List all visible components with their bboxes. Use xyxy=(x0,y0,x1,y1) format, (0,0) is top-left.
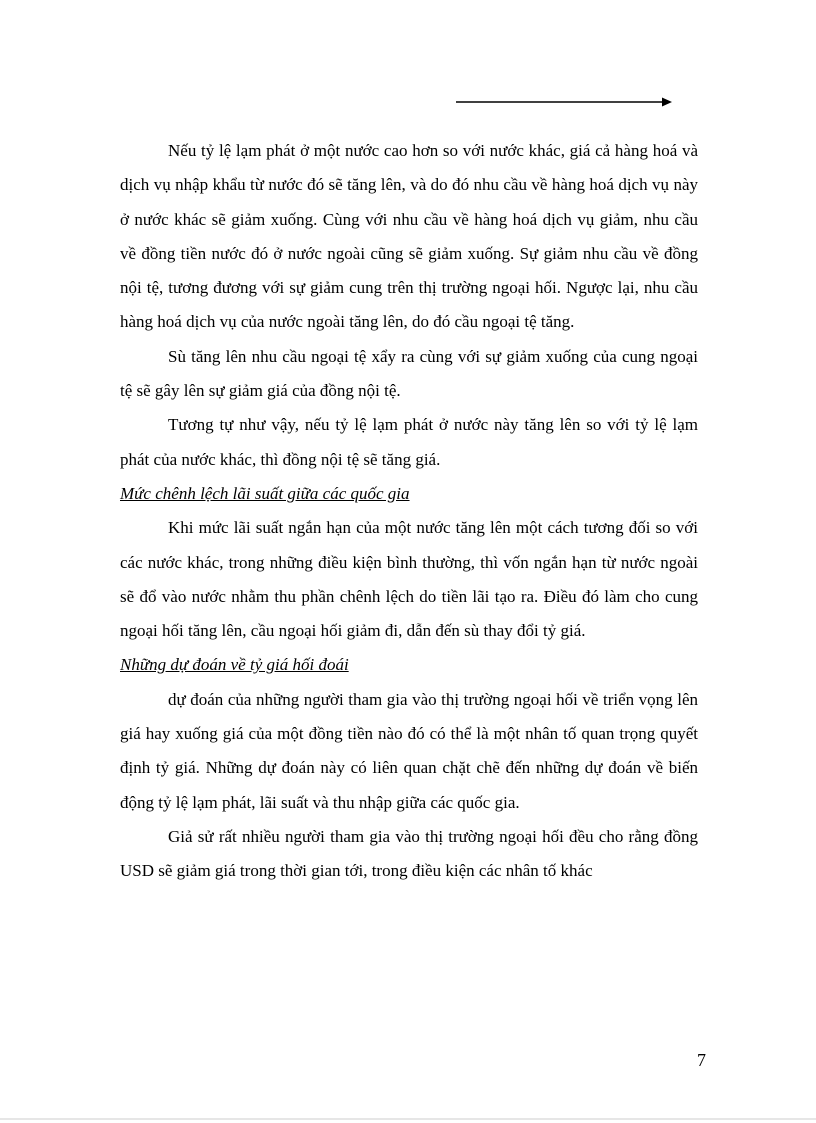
page-bottom-edge xyxy=(0,1118,816,1120)
paragraph: dự đoán của những người tham gia vào thị trường ngoại hối về triển vọng lên giá hay xuống giá của một đồng tiền nào đó có thể là một nhân tố quan trọng quyết định tỷ giá. Những dự đoán này có liên quan chặt chẽ đến những dự đoán về biến động tỷ lệ lạm phát, lãi suất và thu nhập giữa các quốc gia. xyxy=(120,689,698,812)
section-heading: Mức chênh lệch lãi suất giữa các quốc gia xyxy=(120,483,410,503)
body-text xyxy=(120,134,698,889)
arrow-right-icon xyxy=(456,96,672,108)
paragraph: Sù tăng lên nhu cầu ngoại tệ xẩy ra cùng với sự giảm xuống của cung ngoại tệ sẽ gây lên sự giảm giá của đồng nội tệ. xyxy=(120,346,698,401)
paragraph: Khi mức lãi suất ngắn hạn của một nước tăng lên một cách tương đối so với các nước khác, trong những điều kiện bình thường, thì vốn ngắn hạn từ nước ngoài sẽ đổ vào nước nhằm thu phần chênh lệch do tiền lãi tạo ra. Điều đó làm cho cung ngoại hối tăng lên, cầu ngoại hối giảm đi, dẫn đến sù thay đổi tỷ giá. xyxy=(120,518,698,641)
paragraph: Giả sử rất nhiều người tham gia vào thị trường ngoại hối đều cho rằng đồng USD sẽ giảm giá trong thời gian tới, trong điều kiện các nhân tố khác xyxy=(120,826,698,881)
page-number: 7 xyxy=(697,1050,706,1070)
paragraph: Tương tự như vậy, nếu tỷ lệ lạm phát ở nước này tăng lên so với tỷ lệ lạm phát của nước khác, thì đồng nội tệ sẽ tăng giá. xyxy=(120,415,698,469)
paragraph: Nếu tỷ lệ lạm phát ở một nước cao hơn so với nước khác, giá cả hàng hoá và dịch vụ nhập khẩu từ nước đó sẽ tăng lên, và do đó nhu cầu về hàng hoá dịch vụ này ở nước khác sẽ giảm xuống. Cùng với nhu cầu về hàng hoá dịch vụ giảm, nhu cầu về đồng tiền nước đó ở nước ngoài cũng sẽ giảm xuống. Sự giảm nhu cầu về đồng nội tệ, tương đương với sự giảm cung trên thị trường ngoại hối. Ngược lại, nhu cầu hàng hoá dịch vụ của nước ngoài tăng lên, do đó cầu ngoại tệ tăng. xyxy=(120,141,698,332)
section-heading: Những dự đoán về tỷ giá hối đoái xyxy=(120,655,349,675)
